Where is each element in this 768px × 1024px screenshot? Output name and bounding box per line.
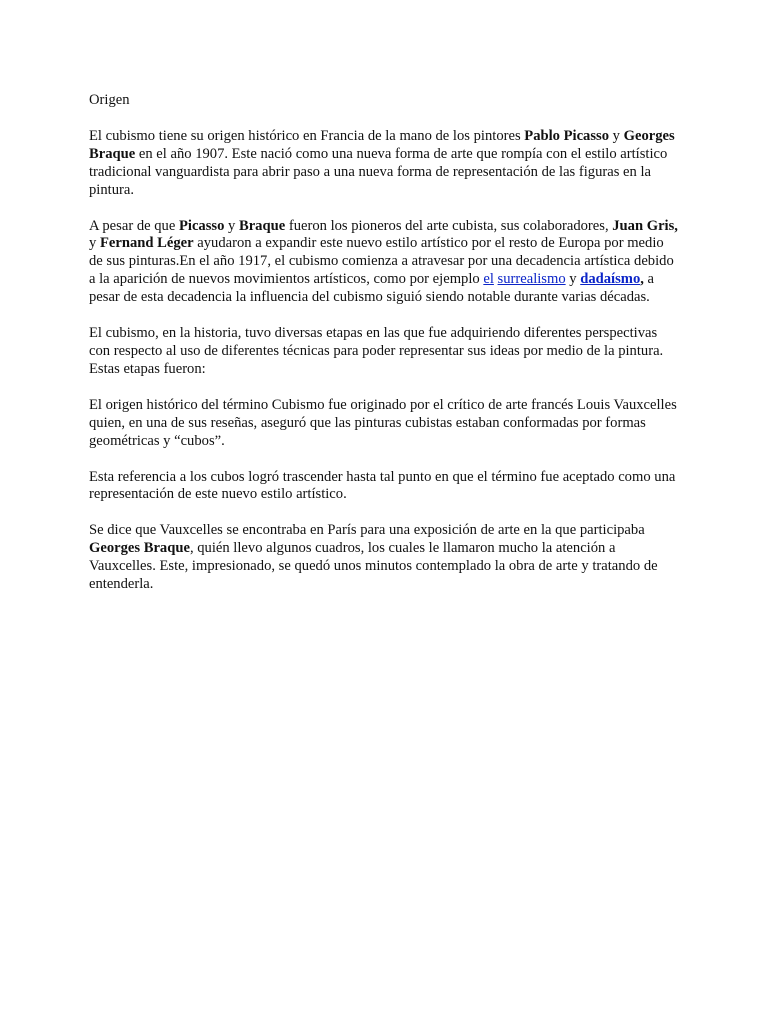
paragraph-stages: El cubismo, en la historia, tuvo diversas etapas en las que fue adquiriendo diferentes perspectivas con respecto al uso de diferentes técnicas para poder representar sus ideas por medio de la pintura. Estas etapas fueron: bbox=[89, 325, 664, 377]
link-dadaismo-bold: dadaísmo bbox=[580, 271, 641, 288]
name-georges-braque: Georges Braque bbox=[89, 540, 190, 557]
name-picasso: Picasso bbox=[178, 217, 225, 234]
paragraph-term-origin: El origen histórico del término Cubismo fue originado por el crítico de arte francés Louis Vauxcelles quien, en una de sus reseñas, aseguró que las pinturas cubistas estaban conformadas por formas geométricas y “cubos”. bbox=[89, 396, 677, 449]
text-segment: en el año 1907. Este nació como una nueva forma de arte que rompía con el estilo artístico tradicional vanguardista para abrir paso a una nueva forma de representación de las figuras en la pintura. bbox=[89, 145, 668, 198]
name-georges-braque: Georges Braque bbox=[89, 127, 675, 162]
paragraph-pioneers bbox=[89, 218, 681, 308]
name-braque: Braque bbox=[238, 217, 286, 234]
bold-comma: , bbox=[640, 271, 644, 288]
text-segment: ayudaron a expandir este nuevo estilo artístico por el resto de Europa por medio de sus pinturas.En el año 1917, el cubismo comienza a atravesar por una decadencia artística debido a la aparición de nuevos movimientos artísticos, como por ejemplo bbox=[89, 235, 674, 288]
text-segment: El cubismo tiene su origen histórico en Francia de la mano de los pintores bbox=[89, 127, 525, 144]
text-segment: A pesar de que bbox=[89, 217, 179, 234]
document-body bbox=[89, 92, 681, 612]
paragraph-vauxcelles bbox=[89, 522, 681, 594]
text-segment: a pesar de esta decadencia la influencia del cubismo siguió siendo notable durante varias décadas. bbox=[89, 271, 655, 306]
link-el-surrealismo-part1[interactable]: el bbox=[483, 271, 494, 288]
link-surrealismo[interactable]: surrealismo bbox=[497, 271, 566, 288]
name-juan-gris: Juan Gris, bbox=[612, 217, 678, 234]
text-segment: Se dice que Vauxcelles se encontraba en París para una exposición de arte en la que participaba bbox=[89, 522, 645, 539]
name-fernand-leger: Fernand Léger bbox=[99, 235, 194, 252]
text-segment: y bbox=[89, 235, 100, 252]
name-pablo-picasso: Pablo Picasso bbox=[524, 127, 610, 144]
paragraph-cubes-reference: Esta referencia a los cubos logró trascender hasta tal punto en que el término fue aceptado como una representación de este nuevo estilo artístico. bbox=[89, 468, 676, 503]
text-segment: y bbox=[609, 127, 624, 144]
text-segment: y bbox=[224, 217, 239, 234]
text-segment: fueron los pioneros del arte cubista, sus colaboradores, bbox=[285, 217, 613, 234]
text-segment: , quién llevo algunos cuadros, los cuales le llamaron mucho la atención a Vauxcelles. Este, impresionado, se quedó unos minutos contemplado la obra de arte y tratando de entenderla. bbox=[89, 540, 658, 593]
section-heading: Origen bbox=[89, 92, 130, 108]
link-dadaismo[interactable] bbox=[580, 271, 640, 287]
paragraph-origin bbox=[89, 128, 681, 200]
text-segment: y bbox=[565, 271, 581, 288]
